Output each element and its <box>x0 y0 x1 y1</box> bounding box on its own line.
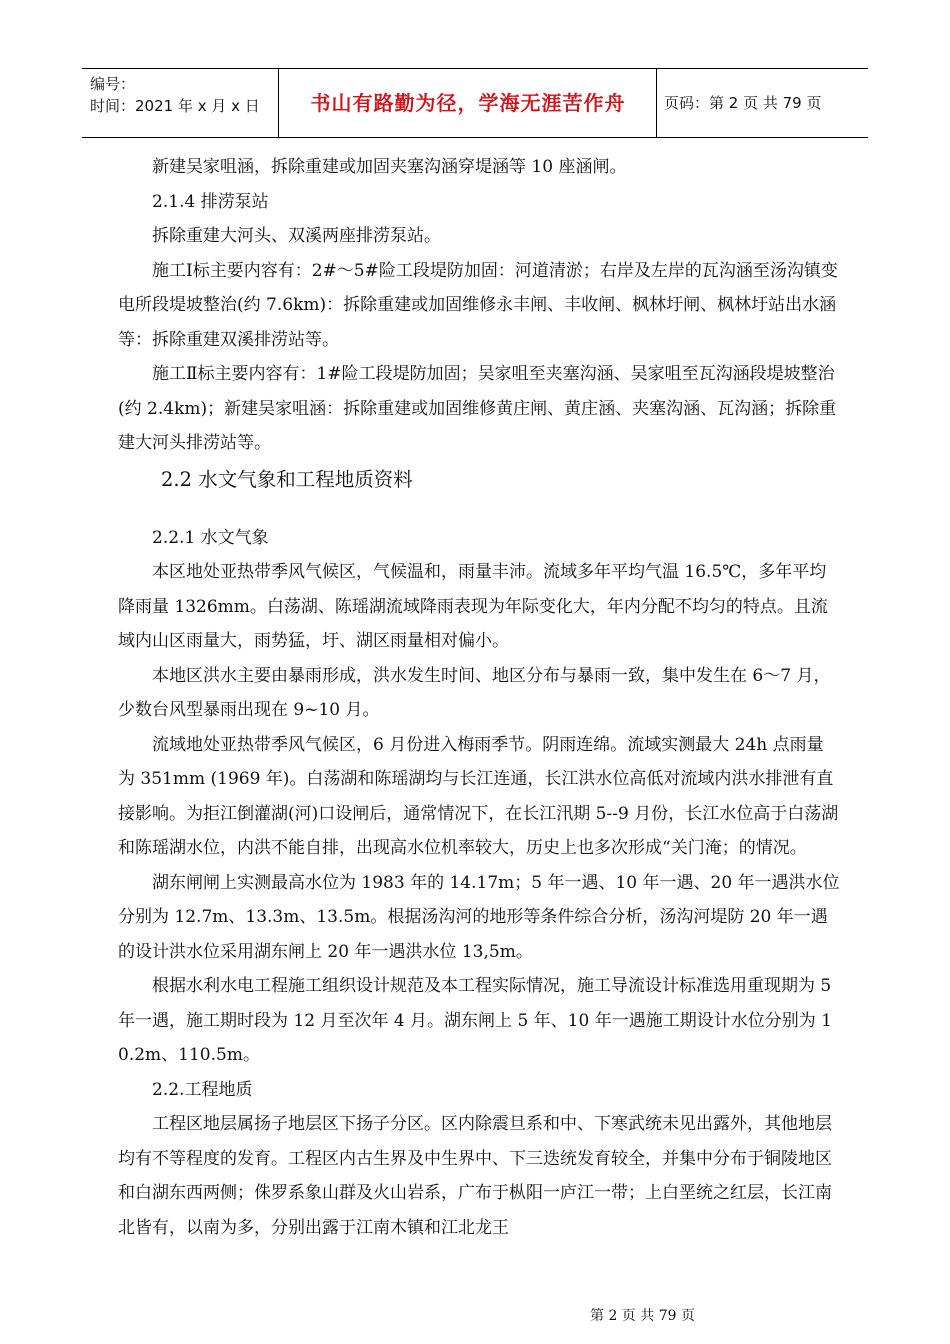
paragraph: 工程区地层属扬子地层区下扬子分区。区内除震旦系和中、下寒武统未见出露外，其他地层均有不等程度的发育。工程区内古生界及中生界中、下三迭统发育较全，并集中分布于铜陵地区和白湖东西两侧；侏罗系象山群及火山岩系，广布于枞阳一庐江一带；上白垩统之红层，长江南北皆有，以南为多，分别出露于江南木镇和江北龙王 <box>118 1114 832 1238</box>
paragraph: 本区地处亚热带季风气候区，气候温和，雨量丰沛。流域多年平均气温 16.5℃，多年平均降雨量 1326mm。白荡湖、陈瑶湖流域降雨表现为年际变化大，年内分配不均匀的特点。且流域内山区雨量大，雨势猛，圩、湖区雨量相对偏小。 <box>118 562 828 651</box>
paragraph: 本地区洪水主要由暴雨形成，洪水发生时间、地区分布与暴雨一致，集中发生在 6～7 月，少数台风型暴雨出现在 9~10 月。 <box>118 665 831 720</box>
section-heading: 2.2 水文气象和工程地质资料 <box>161 467 413 491</box>
doc-date-label: 时间：2021 年 x 月 x 日 <box>90 97 260 115</box>
header-page-cell <box>658 69 868 137</box>
paragraph: 根据水利水电工程施工组织设计规范及本工程实际情况，施工导流设计标准选用重现期为 5 年一遇，施工期时段为 12 月至次年 4 月。湖东闸上 5 年、10 年一遇施工期设计水位分别为 10.2m、110.5m。 <box>118 976 832 1065</box>
subsection-heading: 2.1.4 排涝泵站 <box>152 191 269 212</box>
paragraph: 施工Ⅱ标主要内容有：1#险工段堤防加固；吴家咀至夹塞沟涵、吴家咀至瓦沟涵段堤坡整治(约 2.4km)；新建吴家咀涵：拆除重建或加固维修黄庄闸、黄庄涵、夹塞沟涵、瓦沟涵；拆除重建大河头排涝站等。 <box>118 364 837 453</box>
subsection-heading: 2.2.工程地质 <box>152 1079 253 1100</box>
page-header <box>82 68 868 138</box>
paragraph: 新建吴家咀涵，拆除重建或加固夹塞沟涵穿堤涵等 10 座涵闸。 <box>152 157 627 177</box>
doc-code-label: 编号： <box>90 75 136 93</box>
header-page-code: 页码：第 2 页 共 79 页 <box>664 94 822 112</box>
paragraph: 湖东闸闸上实测最高水位为 1983 年的 14.17m；5 年一遇、10 年一遇、20 年一遇洪水位分别为 12.7m、13.3m、13.5m。根据汤沟河的地形等条件综合分析，汤沟河堤防 20 年一遇的设计洪水位采用湖东闸上 20 年一遇洪水位 13,5m。 <box>118 872 840 962</box>
header-info-cell <box>82 69 279 137</box>
paragraph: 流域地处亚热带季风气候区，6 月份进入梅雨季节。阴雨连绵。流域实测最大 24h 点雨量为 351mm (1969 年)。白荡湖和陈瑶湖均与长江连通，长江洪水位高低对流域内洪水排泄有直接影响。为拒江倒灌湖(河)口设闸后，通常情况下，在长江汛期 5--9 月份，长江水位高于白荡湖和陈瑶湖水位，内洪不能自排，出现高水位机率较大，历史上也多次形成“关门淹；的情况。 <box>118 734 839 858</box>
subsection-heading: 2.2.1 水文气象 <box>152 527 269 548</box>
document-body <box>118 150 840 1245</box>
header-motto-cell <box>280 69 657 137</box>
page-footer: 第 2 页 共 79 页 <box>590 1308 695 1324</box>
paragraph: 拆除重建大河头、双溪两座排涝泵站。 <box>152 226 441 246</box>
header-motto: 书山有路勤为径，学海无涯苦作舟 <box>310 91 626 115</box>
paragraph: 施工Ⅰ标主要内容有：2#～5#险工段堤防加固：河道清淤；右岸及左岸的瓦沟涵至汤沟镇变电所段堤坡整治(约 7.6km)：拆除重建或加固维修永丰闸、丰收闸、枫林圩闸、枫林圩站出水涵等：拆除重建双溪排涝站等。 <box>118 260 838 350</box>
